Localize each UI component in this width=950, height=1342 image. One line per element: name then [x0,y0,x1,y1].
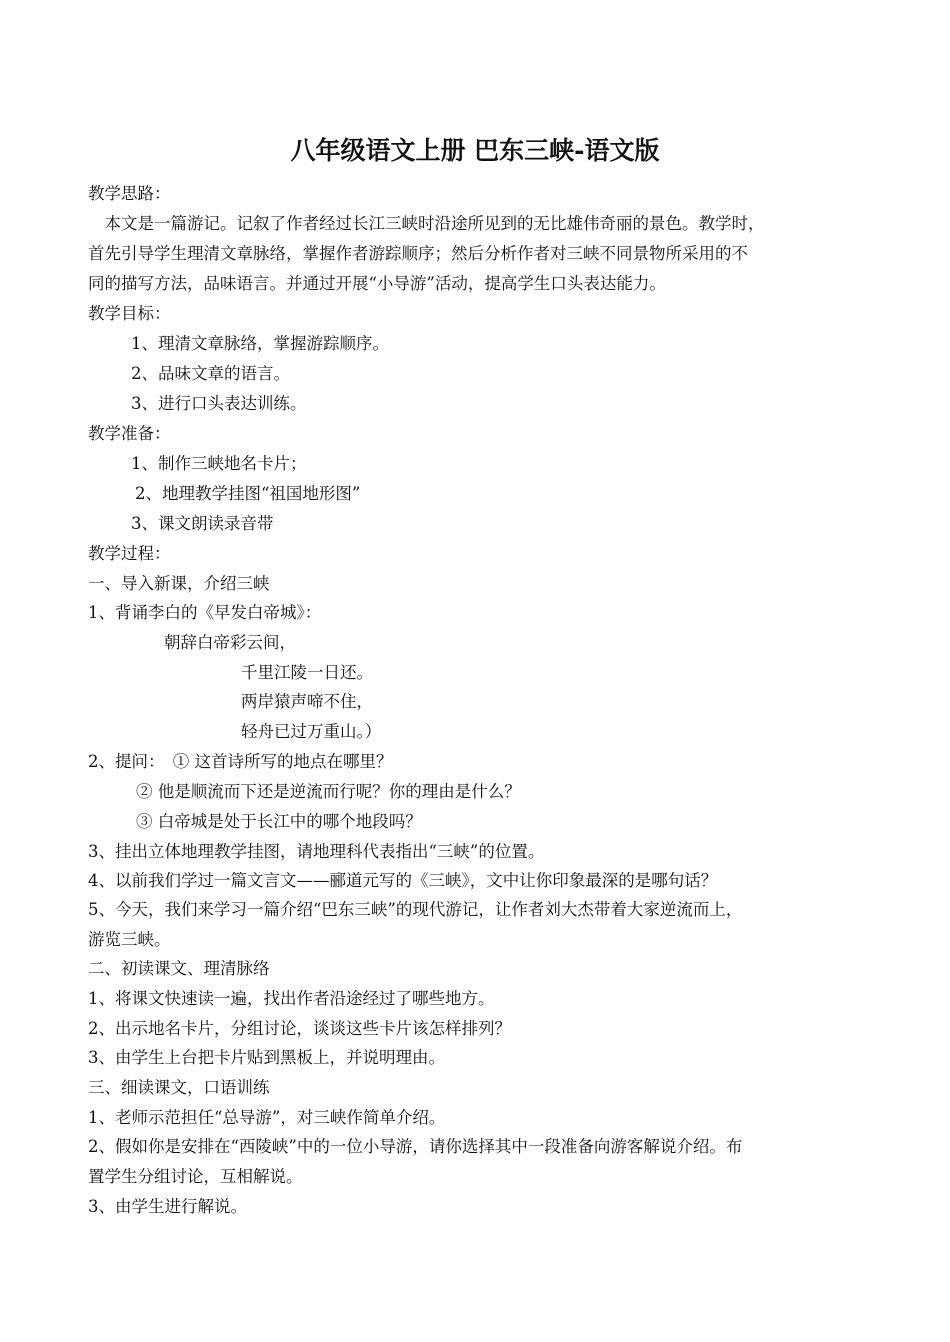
poem-line: 两岸猿声啼不住， [241,692,373,711]
question-item: ② 他是顺流而下还是逆流而行呢？你的理由是什么？ [136,782,521,801]
list-item: 3、挂出立体地理教学挂图，请地理科代表指出“三峡”的位置。 [88,842,545,861]
section-heading: 二、初读课文、理清脉络 [88,959,270,978]
list-item: 2、品味文章的语言。 [131,364,290,383]
section-heading: 三、细读课文，口语训练 [88,1078,270,1097]
list-item: 1、背诵李白的《早发白帝城》： [88,603,322,622]
list-item: 5、今天，我们来学习一篇介绍“巴东三峡”的现代游记，让作者刘大杰带着大家逆流而上， [88,900,743,919]
section-heading: 教学准备： [88,424,171,443]
list-item: 1、老师示范担任“总导游”，对三峡作简单介绍。 [88,1108,446,1127]
list-item: 1、理清文章脉络，掌握游踪顺序。 [131,334,389,353]
poem-line: 千里江陵一日还。 [241,663,373,682]
page-title: 八年级语文上册 巴东三峡-语文版 [290,136,660,165]
section-heading: 一、导入新课，介绍三峡 [88,574,270,593]
list-item: 3、进行口头表达训练。 [131,394,307,413]
question-item: ③ 白帝城是处于长江中的哪个地段吗？ [136,812,422,831]
list-item: 1、制作三峡地名卡片； [131,454,307,473]
section-heading: 教学过程： [88,544,171,563]
poem-line: 轻舟已过万重山。） [241,722,382,741]
list-item: 2、提问： ① 这首诗所写的地点在哪里？ [88,752,393,771]
paragraph-line: 首先引导学生理清文章脉络，掌握作者游踪顺序；然后分析作者对三峡不同景物所采用的不 [88,244,748,263]
list-item: 3、由学生上台把卡片贴到黑板上，并说明理由。 [88,1048,445,1067]
list-item: 1、将课文快速读一遍，找出作者沿途经过了哪些地方。 [88,989,495,1008]
list-item: 3、课文朗读录音带 [131,514,274,533]
poem-line: 朝辞白帝彩云间， [164,633,296,652]
paragraph-line: 同的描写方法，品味语言。并通过开展“小导游”活动，提高学生口头表达能力。 [88,274,666,293]
paragraph-line: 本文是一篇游记。记叙了作者经过长江三峡时沿途所见到的无比雄伟奇丽的景色。教学时， [88,214,765,233]
list-item: 2、假如你是安排在“西陵峡”中的一位小导游，请你选择其中一段准备向游客解说介绍。布 [88,1137,743,1156]
list-item: 4、以前我们学过一篇文言文——郦道元写的《三峡》，文中让你印象最深的是哪句话？ [88,871,718,890]
list-item-continuation: 置学生分组讨论，互相解说。 [88,1167,303,1186]
list-item-continuation: 游览三峡。 [88,930,171,949]
list-item: 3、由学生进行解说。 [88,1197,247,1216]
section-heading: 教学思路： [88,184,171,203]
list-item: 2、地理教学挂图“祖国地形图” [135,484,361,503]
list-item: 2、出示地名卡片，分组讨论，谈谈这些卡片该怎样排列？ [88,1019,511,1038]
section-heading: 教学目标： [88,304,171,323]
